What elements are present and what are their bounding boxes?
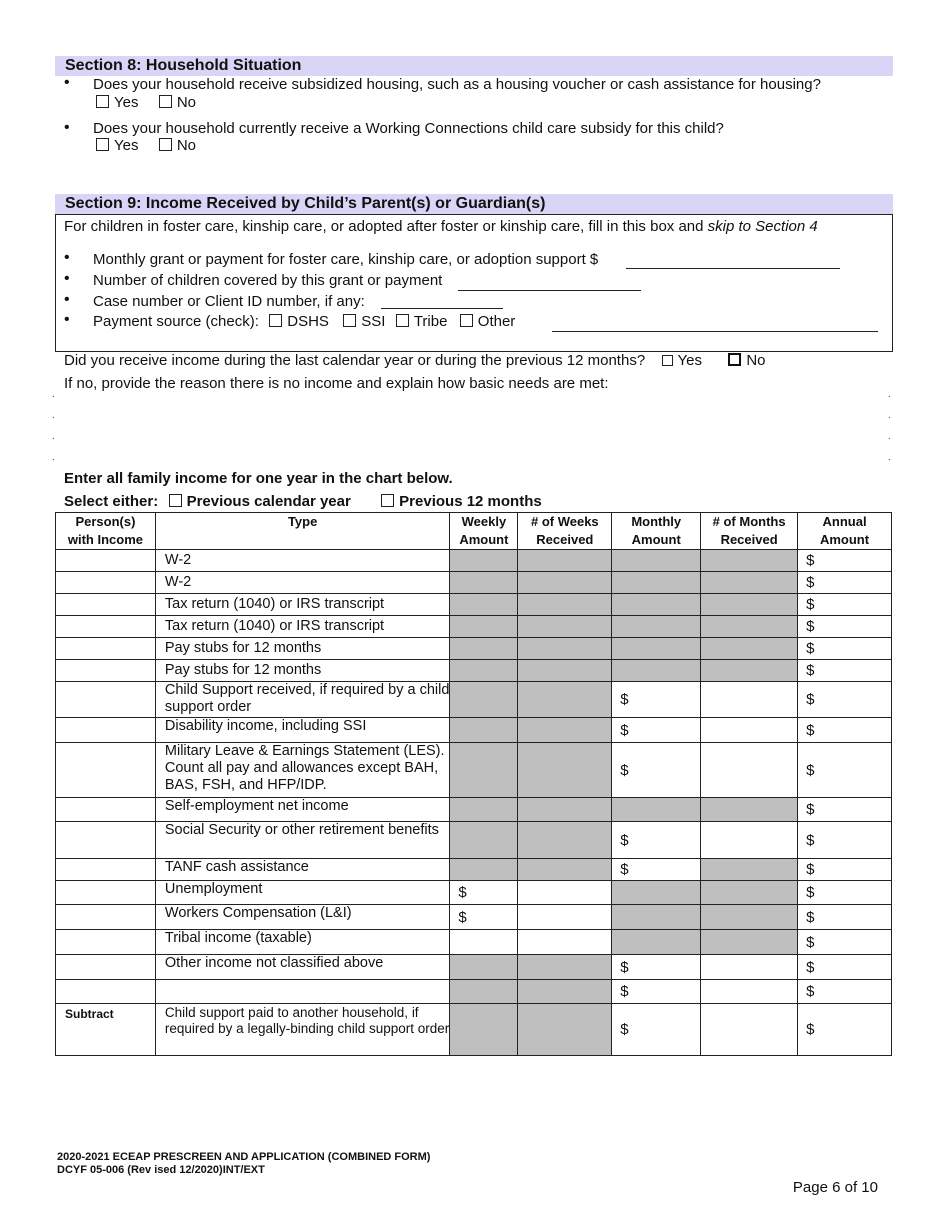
type-cell: Pay stubs for 12 months [155, 660, 450, 682]
bullet: • [64, 74, 70, 91]
monthly-amount-column-header: Monthly Amount [612, 513, 701, 550]
children-covered-field[interactable] [458, 290, 641, 291]
type-cell: Military Leave & Earnings Statement (LES). Count all pay and allowances except BAH, BAS, FSH, and HFP/IDP. [155, 743, 450, 798]
annual-amount-cell[interactable]: $ [798, 905, 892, 930]
select-either-label: Select either: [64, 493, 159, 510]
type-cell[interactable] [155, 980, 450, 1004]
tribe-checkbox[interactable] [396, 314, 409, 327]
shaded-cell [450, 822, 518, 859]
bullet: • [64, 119, 70, 136]
tribe-label: Tribe [413, 313, 448, 330]
weeks-received-cell[interactable] [518, 905, 612, 930]
yes-label: Yes [114, 94, 139, 111]
table-row [56, 930, 892, 955]
annual-amount-cell[interactable]: $ [798, 881, 892, 905]
case-number-label: Case number or Client ID number, if any: [93, 293, 365, 310]
shaded-cell [701, 594, 798, 616]
shaded-cell [518, 743, 612, 798]
payment-source [93, 313, 515, 330]
table-row [56, 905, 892, 930]
left-field-dots: . . . . [52, 389, 55, 463]
section-9-header: Section 9: Income Received by Child’s Parent(s) or Guardian(s) [55, 194, 893, 214]
dshs-checkbox[interactable] [269, 314, 282, 327]
annual-amount-cell[interactable]: $ [798, 616, 892, 638]
payment-source-label: Payment source (check): [93, 313, 259, 330]
shaded-cell [450, 859, 518, 881]
type-cell: Self-employment net income [155, 798, 450, 822]
type-cell: W-2 [155, 572, 450, 594]
type-cell: Child Support received, if required by a child support order [155, 682, 450, 718]
subtract-label: Subtract [56, 1004, 156, 1056]
annual-amount-cell[interactable]: $ [798, 638, 892, 660]
months-received-column-header: # of Months Received [701, 513, 798, 550]
no-label: No [176, 137, 197, 154]
monthly-amount-cell[interactable]: $ [612, 718, 701, 743]
shaded-cell [612, 550, 701, 572]
type-cell: Disability income, including SSI [155, 718, 450, 743]
shaded-cell [701, 859, 798, 881]
type-cell: Workers Compensation (L&I) [155, 905, 450, 930]
annual-amount-cell[interactable]: $ [798, 822, 892, 859]
person-cell[interactable] [56, 980, 156, 1004]
annual-amount-cell[interactable]: $ [798, 798, 892, 822]
shaded-cell [518, 660, 612, 682]
shaded-cell [450, 594, 518, 616]
person-cell[interactable] [56, 594, 156, 616]
shaded-cell [701, 638, 798, 660]
table-row [56, 955, 892, 980]
shaded-cell [612, 616, 701, 638]
table-header-row [56, 513, 892, 550]
table-row [56, 616, 892, 638]
shaded-cell [701, 905, 798, 930]
shaded-cell [701, 930, 798, 955]
type-cell: Social Security or other retirement benefits [155, 822, 450, 859]
monthly-grant-field[interactable] [626, 268, 840, 269]
no-income-explanation-label: If no, provide the reason there is no income and explain how basic needs are met: [64, 375, 609, 392]
shaded-cell [701, 550, 798, 572]
monthly-amount-cell[interactable]: $ [612, 859, 701, 881]
skip-note: skip to Section 4 [707, 218, 818, 235]
previous-calendar-year-label: Previous calendar year [186, 493, 351, 510]
table-row [56, 798, 892, 822]
right-field-dots: . . . . [888, 389, 891, 463]
person-cell[interactable] [56, 638, 156, 660]
type-cell: Tribal income (taxable) [155, 930, 450, 955]
case-number-field[interactable] [381, 308, 503, 309]
shaded-cell [701, 798, 798, 822]
annual-amount-cell[interactable]: $ [798, 594, 892, 616]
shaded-cell [450, 660, 518, 682]
shaded-cell [612, 905, 701, 930]
housing-no-checkbox[interactable] [159, 95, 172, 108]
table-row [56, 660, 892, 682]
income-yes-checkbox[interactable] [662, 355, 673, 366]
dshs-label: DSHS [287, 313, 329, 330]
type-cell: Other income not classified above [155, 955, 450, 980]
table-row [56, 572, 892, 594]
months-received-cell[interactable] [701, 682, 798, 718]
shaded-cell [612, 930, 701, 955]
shaded-cell [450, 798, 518, 822]
other-source-field[interactable] [552, 331, 878, 332]
person-cell[interactable] [56, 660, 156, 682]
shaded-cell [450, 638, 518, 660]
table-row [56, 718, 892, 743]
shaded-cell [518, 594, 612, 616]
foster-box-intro [64, 218, 818, 235]
type-cell: Child support paid to another household, if required by a legally-binding child support order [155, 1004, 450, 1056]
table-row [56, 822, 892, 859]
page-number: Page 6 of 10 [792, 1179, 878, 1196]
shaded-cell [450, 955, 518, 980]
shaded-cell [518, 859, 612, 881]
annual-amount-cell[interactable]: $ [798, 682, 892, 718]
weeks-received-cell[interactable] [518, 930, 612, 955]
intro-text: For children in foster care, kinship care, or adopted after foster or kinship care, fill in this box and [64, 218, 708, 235]
shaded-cell [701, 881, 798, 905]
other-label: Other [477, 313, 516, 330]
previous-12-months-checkbox[interactable] [381, 494, 394, 507]
ssi-label: SSI [361, 313, 386, 330]
person-cell[interactable] [56, 822, 156, 859]
months-received-cell[interactable] [701, 718, 798, 743]
shaded-cell [701, 660, 798, 682]
person-cell[interactable] [56, 743, 156, 798]
monthly-grant-label: Monthly grant or payment for foster care, kinship care, or adoption support $ [93, 251, 599, 268]
table-row [56, 550, 892, 572]
subsidy-answer [96, 137, 196, 154]
ssi-checkbox[interactable] [343, 314, 356, 327]
type-cell: Tax return (1040) or IRS transcript [155, 594, 450, 616]
shaded-cell [612, 881, 701, 905]
type-cell: Tax return (1040) or IRS transcript [155, 616, 450, 638]
type-cell: TANF cash assistance [155, 859, 450, 881]
annual-amount-cell[interactable]: $ [798, 660, 892, 682]
table-row [56, 881, 892, 905]
annual-amount-cell[interactable]: $ [798, 955, 892, 980]
type-column-header: Type [155, 513, 450, 550]
table-row [56, 638, 892, 660]
monthly-amount-cell[interactable]: $ [612, 955, 701, 980]
period-selector [64, 493, 542, 510]
annual-amount-cell[interactable]: $ [798, 718, 892, 743]
bullet: • [64, 291, 70, 308]
shaded-cell [612, 594, 701, 616]
annual-amount-cell[interactable]: $ [798, 572, 892, 594]
income-question-text: Did you receive income during the last calendar year or during the previous 12 months? [64, 352, 646, 369]
shaded-cell [450, 550, 518, 572]
weekly-amount-column-header: Weekly Amount [450, 513, 518, 550]
subsidy-question: Does your household currently receive a Working Connections child care subsidy for this child? [93, 120, 724, 137]
form-number-footer: DCYF 05-006 (Rev ised 12/2020)INT/EXT [57, 1164, 265, 1176]
annual-amount-cell[interactable]: $ [798, 930, 892, 955]
table-row [56, 743, 892, 798]
shaded-cell [612, 798, 701, 822]
annual-amount-cell[interactable]: $ [798, 743, 892, 798]
shaded-cell [450, 616, 518, 638]
person-cell[interactable] [56, 616, 156, 638]
housing-answer [96, 94, 196, 111]
weekly-amount-cell[interactable]: $ [450, 881, 518, 905]
person-column-header: Person(s) with Income [56, 513, 156, 550]
shaded-cell [450, 980, 518, 1004]
months-received-cell[interactable] [701, 822, 798, 859]
no-label: No [176, 94, 197, 111]
monthly-amount-cell[interactable]: $ [612, 980, 701, 1004]
table-row [56, 594, 892, 616]
monthly-amount-cell[interactable]: $ [612, 1004, 701, 1056]
shaded-cell [701, 616, 798, 638]
shaded-cell [518, 718, 612, 743]
person-cell[interactable] [56, 930, 156, 955]
previous-calendar-year-checkbox[interactable] [169, 494, 182, 507]
weeks-received-cell[interactable] [518, 881, 612, 905]
months-received-cell[interactable] [701, 955, 798, 980]
months-received-cell[interactable] [701, 1004, 798, 1056]
shaded-cell [612, 660, 701, 682]
annual-amount-cell[interactable]: $ [798, 550, 892, 572]
shaded-cell [518, 616, 612, 638]
no-income-explanation-field[interactable] [62, 394, 882, 464]
shaded-cell [518, 980, 612, 1004]
person-cell[interactable] [56, 718, 156, 743]
months-received-cell[interactable] [701, 743, 798, 798]
person-cell[interactable] [56, 682, 156, 718]
table-row [56, 980, 892, 1004]
annual-amount-column-header: Annual Amount [798, 513, 892, 550]
person-cell[interactable] [56, 798, 156, 822]
bullet: • [64, 249, 70, 266]
subsidy-yes-checkbox[interactable] [96, 138, 109, 151]
shaded-cell [701, 572, 798, 594]
shaded-cell [518, 638, 612, 660]
shaded-cell [450, 718, 518, 743]
shaded-cell [450, 572, 518, 594]
person-cell[interactable] [56, 881, 156, 905]
person-cell[interactable] [56, 550, 156, 572]
person-cell[interactable] [56, 955, 156, 980]
type-cell: Pay stubs for 12 months [155, 638, 450, 660]
shaded-cell [450, 1004, 518, 1056]
housing-yes-checkbox[interactable] [96, 95, 109, 108]
person-cell[interactable] [56, 905, 156, 930]
form-title-footer: 2020-2021 ECEAP PRESCREEN AND APPLICATION (COMBINED FORM) [57, 1151, 431, 1163]
table-row [56, 859, 892, 881]
income-no-checkbox[interactable] [728, 353, 741, 366]
shaded-cell [612, 572, 701, 594]
shaded-cell [518, 798, 612, 822]
shaded-cell [450, 743, 518, 798]
bullet: • [64, 311, 70, 328]
shaded-cell [518, 955, 612, 980]
shaded-cell [612, 638, 701, 660]
previous-12-months-label: Previous 12 months [399, 493, 542, 510]
income-question [64, 352, 766, 369]
type-cell: Unemployment [155, 881, 450, 905]
other-checkbox[interactable] [460, 314, 473, 327]
housing-question: Does your household receive subsidized housing, such as a housing voucher or cash assistance for housing? [93, 76, 821, 93]
shaded-cell [518, 822, 612, 859]
annual-amount-cell[interactable]: $ [798, 1004, 892, 1056]
shaded-cell [518, 1004, 612, 1056]
person-cell[interactable] [56, 859, 156, 881]
yes-label: Yes [114, 137, 139, 154]
children-covered-label: Number of children covered by this grant or payment [93, 272, 443, 289]
weekly-amount-cell[interactable] [450, 930, 518, 955]
subsidy-no-checkbox[interactable] [159, 138, 172, 151]
monthly-amount-cell[interactable]: $ [612, 743, 701, 798]
table-row [56, 682, 892, 718]
shaded-cell [450, 682, 518, 718]
type-cell: W-2 [155, 550, 450, 572]
weekly-amount-cell[interactable]: $ [450, 905, 518, 930]
annual-amount-cell[interactable]: $ [798, 980, 892, 1004]
monthly-amount-cell[interactable]: $ [612, 822, 701, 859]
months-received-cell[interactable] [701, 980, 798, 1004]
shaded-cell [518, 550, 612, 572]
shaded-cell [518, 682, 612, 718]
annual-amount-cell[interactable]: $ [798, 859, 892, 881]
yes-label: Yes [677, 352, 702, 369]
weeks-received-column-header: # of Weeks Received [518, 513, 612, 550]
person-cell[interactable] [56, 572, 156, 594]
monthly-amount-cell[interactable]: $ [612, 682, 701, 718]
income-table [55, 512, 892, 1056]
section-8-header: Section 8: Household Situation [55, 56, 893, 76]
shaded-cell [518, 572, 612, 594]
table-row-subtract [56, 1004, 892, 1056]
enter-income-instruction: Enter all family income for one year in the chart below. [64, 470, 453, 487]
no-label: No [746, 352, 766, 369]
bullet: • [64, 270, 70, 287]
